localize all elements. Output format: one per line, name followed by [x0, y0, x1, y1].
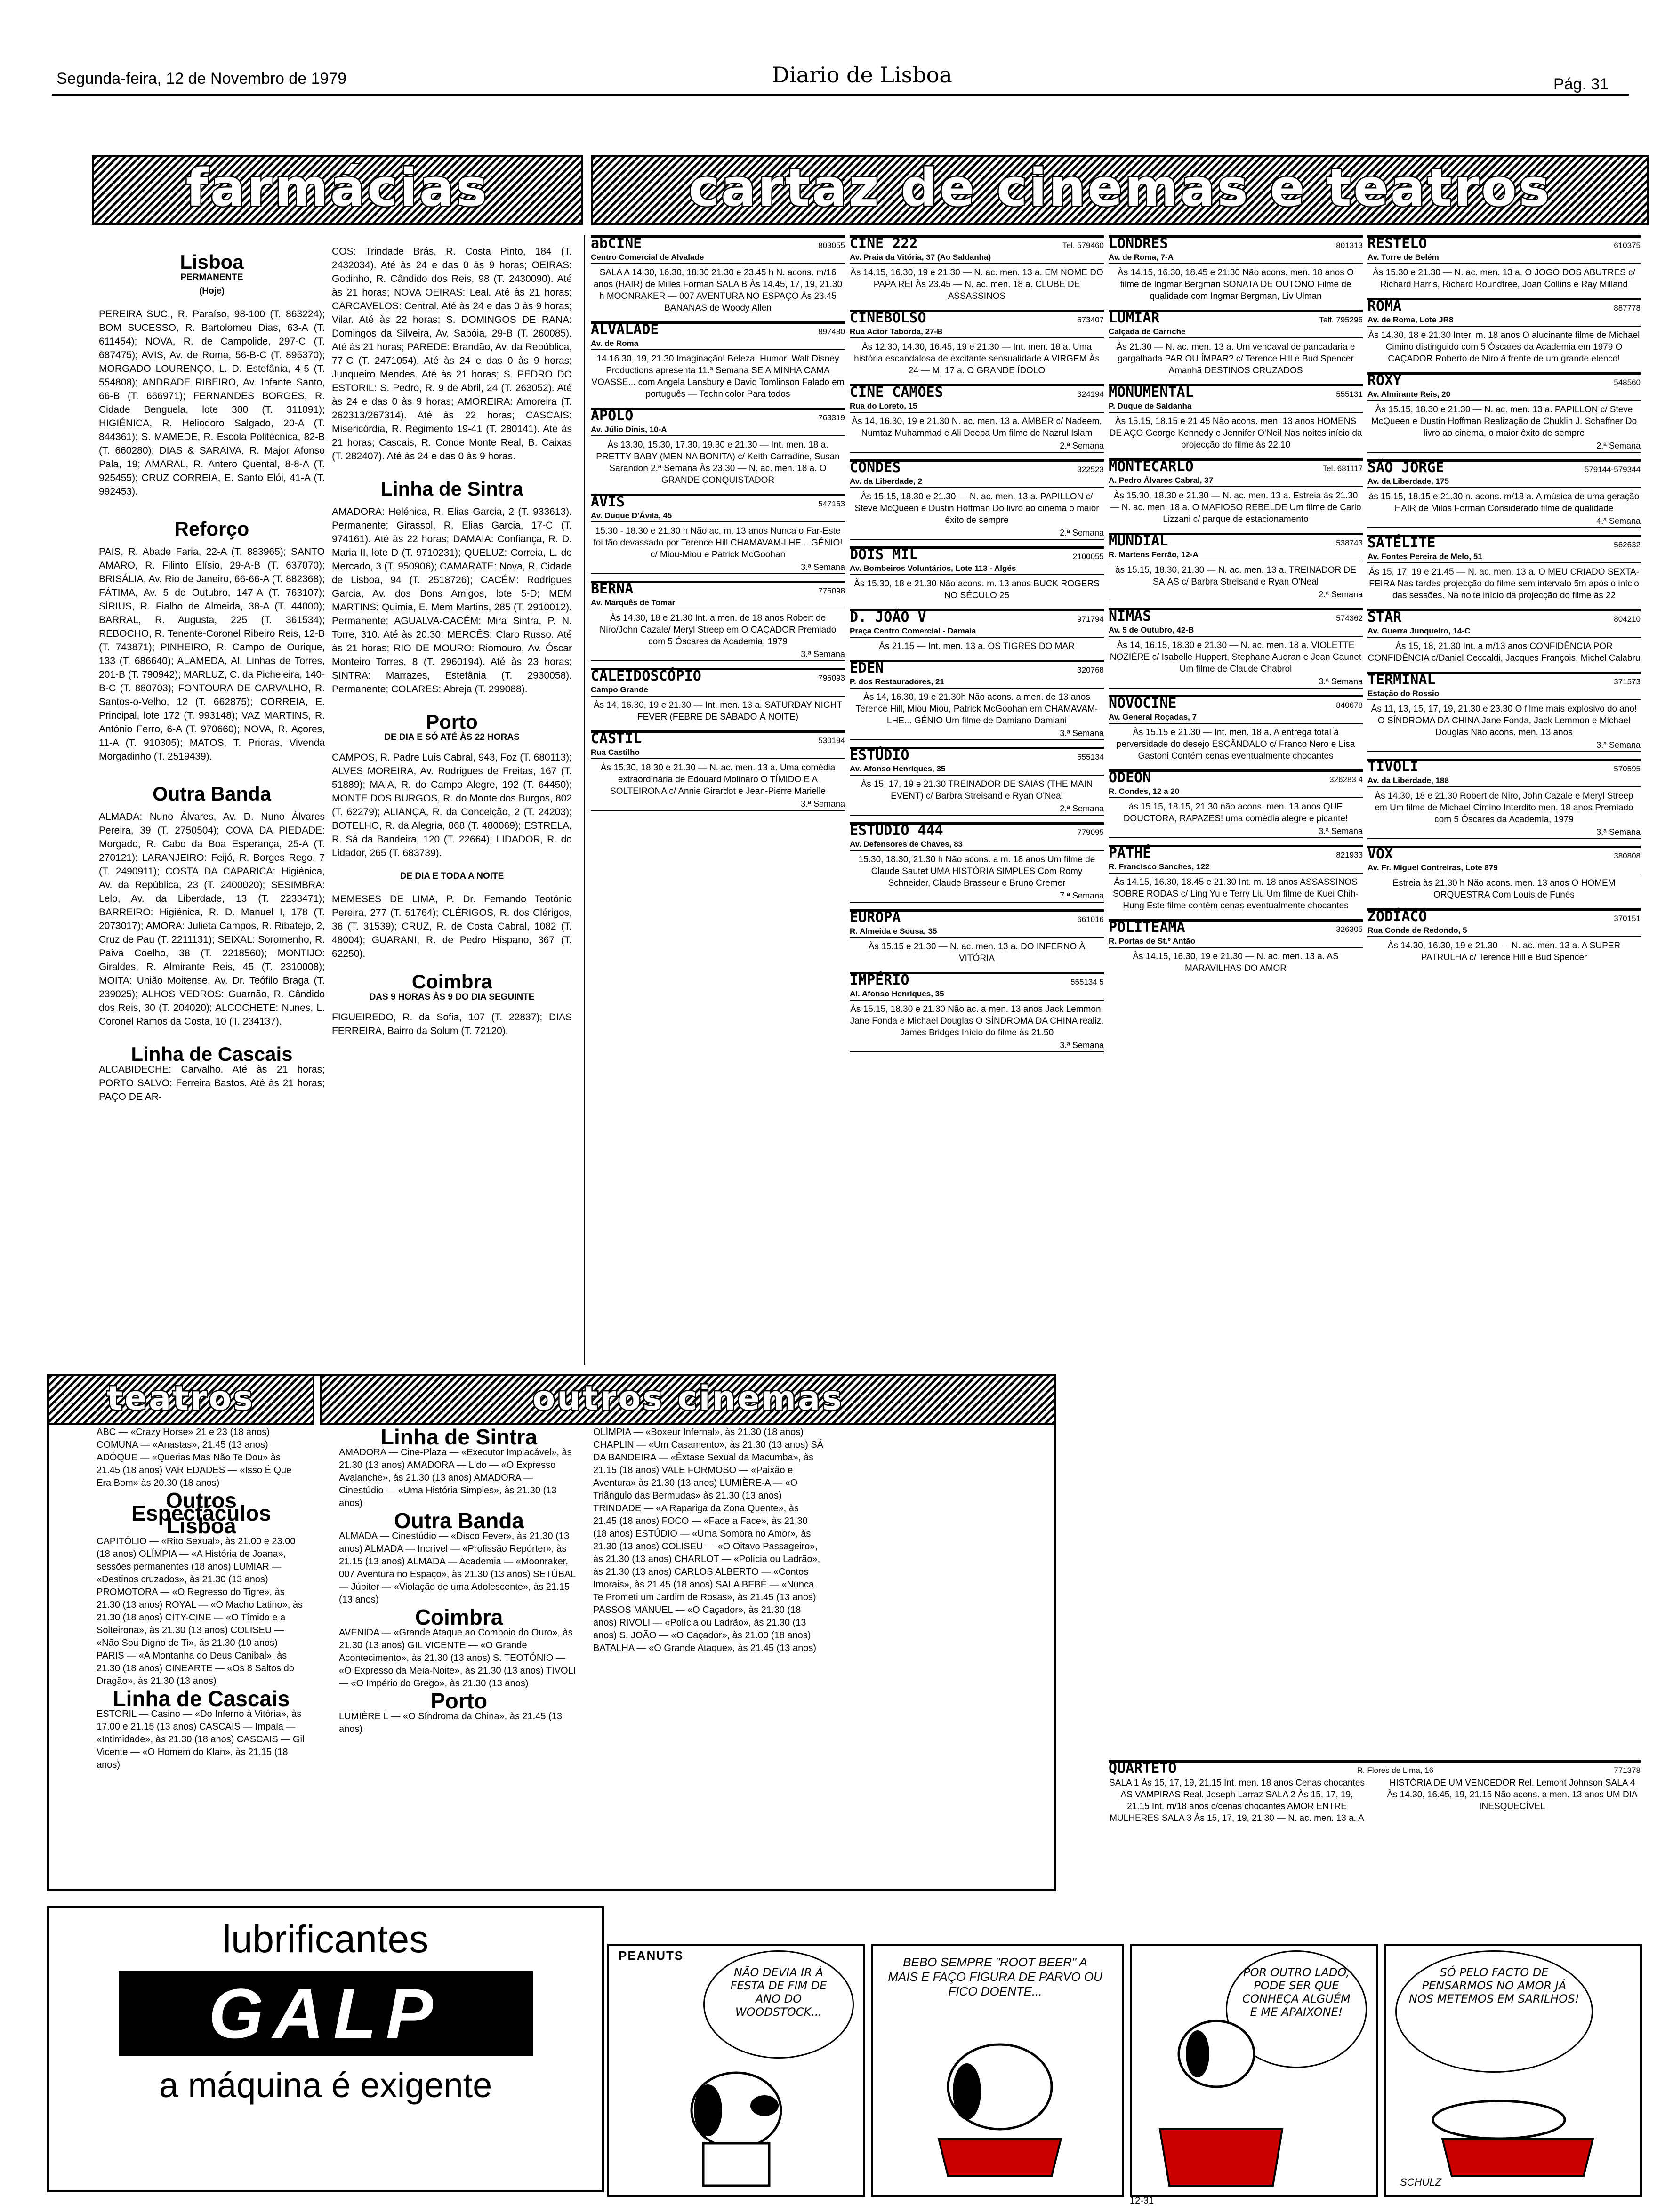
cinema-address: Av. Fr. Miguel Contreiras, Lote 879: [1367, 862, 1641, 874]
cinema-listing: [850, 972, 1104, 1052]
cinema-listing: [850, 384, 1104, 453]
farmacias-reforco-text: PAIS, R. Abade Faria, 22-A (T. 883965); SANTO AMARO, R. Filinto Elísio, 29-A-B (T. 637070); BRISÁLIA, Av. Rio de Janeiro, 66-66-A (T. 882368); FÁTIMA, Av. 5 de Outubro, 147-A (T. 763107); SÍRIUS, R. Fialho de Almeida, 38-A (T. 44000); BARRAL, R. Augusta, 225 (T. 361534); REBOCHO, R. Tenente-Coronel Ribeiro Reis, 12-B (T. 743871); PINHEIRO, R. Campo de Ourique, 133 (T. 686640); ALAMEDA, Al. Linhas de Torres, 201-B (T. 790942); MARLUZ, C. da Picheleira, 140-B-C (T. 880703); FONTOURA DE CARVALHO, R. Santos-o-Velho, 12 (T. 662875); CORREIA, E. Principal, lote 172 (T. 993148); VAZ MARTINS, R. António Ferro, 6-A (T. 970660); NOVA, R. Açores, 11-A (T. 910305); MATOS, T. Prioras, Vivenda Morgadinho (T. 2519439).: [99, 546, 325, 762]
cinema-listing: [1109, 533, 1363, 601]
cinema-address: Av. da Liberdade, 188: [1367, 775, 1641, 787]
cinema-program: Às 14.30, 16.30, 19 e 21.30 — N. ac. men. 13 a. A SUPER PATRULHA c/ Terence Hill e Bud Spencer: [1387, 941, 1621, 962]
cinema-phone: 555134 5: [1070, 978, 1104, 986]
cinema-listing: [1367, 846, 1641, 902]
snoopy-drawing-4: [1414, 2087, 1612, 2181]
cinema-name: TIVOLI: [1367, 759, 1419, 775]
cinema-listing: [591, 408, 845, 487]
cinema-week: 2.ª Semana: [1109, 589, 1363, 601]
cinema-address: Estação do Rossio: [1367, 688, 1641, 700]
comic-panel-4: [1384, 1944, 1642, 2197]
banner-cartaz: [591, 155, 1649, 225]
cinema-name: PATHÉ: [1109, 845, 1151, 861]
cinema-name: TERMINAL: [1367, 672, 1436, 688]
cinema-address: Av. Defensores de Chaves, 83: [850, 838, 1104, 851]
cinema-program: Às 15.15 e 21.30 — N. ac. men. 13 a. DO INFERNO À VITÓRIA: [868, 942, 1086, 963]
galp-ad: [47, 1906, 604, 2192]
cinema-phone: 371573: [1614, 677, 1641, 686]
cinema-program: Às 14, 16.30, 19 e 21.30h Não acons. a men. de 13 anos Terence Hill, Miou Miou, Patrick McGoohan em CHAMAVAM-LHE... GÉNIO Um filme de Damiano Damiani: [855, 692, 1098, 726]
cinema-phone: 324194: [1077, 390, 1104, 399]
cinema-address: Av. Duque D'Ávila, 45: [591, 510, 845, 522]
cinema-phone: 779095: [1077, 828, 1104, 837]
outros-ob-text: ALMADA — Cinestúdio — «Disco Fever», às 21.30 (13 anos) ALMADA — Incrível — «Profissão Repórter», às 21.15 (13 anos) ALMADA — Academia — «Moonraker, 007 Aventura no Espaço», às 21.30 (13 anos) SETÚBAL — Júpiter — «Violação de uma Adolescente», às 21.15 (13 anos): [339, 1531, 576, 1605]
cinema-listing: [591, 668, 845, 724]
farmacias-col-1: [99, 245, 325, 1355]
cinema-name: ALVALADE: [591, 321, 659, 338]
cinema-listing: [1109, 608, 1363, 689]
cinema-listing: [1367, 908, 1641, 964]
page-number: Pág. 31: [1553, 75, 1609, 93]
cinema-name: VOX: [1367, 846, 1393, 862]
cinema-name: POLITEAMA: [1109, 919, 1185, 936]
cinema-listing: [850, 235, 1104, 303]
header-date: Segunda-feira, 12 de Novembro de 1979: [56, 70, 347, 88]
cinema-listing: [850, 660, 1104, 740]
snoopy-drawing-1: [666, 2059, 807, 2190]
cinema-address: Av. General Roçadas, 7: [1109, 711, 1363, 724]
cinema-program: Às 15, 18, 21.30 Int. a m/13 anos CONFIDÊNCIA POR CONFIDÊNCIA c/Daniel Ceccaldi, Jacques François, Michel Calabru: [1367, 641, 1641, 663]
farmacias-reforco-title: Reforço: [174, 518, 249, 540]
cinema-address: Centro Comercial de Alvalade: [591, 251, 845, 264]
cinema-name: ODEON: [1109, 769, 1151, 786]
column-rule: [584, 235, 585, 1365]
cinemas-col-3: [1109, 235, 1363, 1751]
cinema-week: 3.ª Semana: [591, 649, 845, 661]
comic-bubble-3: POR OUTRO LADO, PODE SER QUE CONHEÇA ALGUÉM E ME APAIXONE!: [1226, 1950, 1367, 2068]
cinema-phone: 795093: [818, 673, 845, 682]
cinema-program: Às 14, 16.30, 19 e 21.30 N. ac. men. 13 a. AMBER c/ Nadeem, Numtaz Muhammad e Ali Deeba Um filme de Nazrul Islam: [852, 417, 1102, 438]
cinema-address: Av. de Roma, Lote JR8: [1367, 314, 1641, 327]
cinema-phone: Tel. 681117: [1322, 464, 1363, 473]
cinema-week: 2.ª Semana: [1367, 440, 1641, 453]
farmacias-outra-banda-title: Outra Banda: [152, 783, 272, 805]
farmacias-coimbra-text: FIGUEIREDO, R. da Sofia, 107 (T. 22837); DIAS FERREIRA, Bairro da Solum (T. 72120).: [332, 1012, 572, 1036]
farmacias-cascais-text: ALCABIDECHE: Carvalho. Até às 21 horas; PORTO SALVO: Ferreira Bastos. Até às 21 horas; PAÇO DE AR-: [99, 1064, 325, 1102]
cinema-program: Às 13.30, 15.30, 17.30, 19.30 e 21.30 — Int. men. 18 a. PRETTY BABY (MENINA BONITA) c/ Keith Carradine, Susan Sarandon 2.ª Semana Às 23.30 — N. ac. men. 18 a. O GRANDE CONQUISTADOR: [596, 440, 840, 485]
banner-teatros-text: teatros: [107, 1379, 255, 1418]
cinema-address: Av. de Roma: [591, 337, 845, 350]
cinema-name: CINE 222: [850, 235, 918, 252]
cinema-address: R. Condes, 12 a 20: [1109, 785, 1363, 798]
cinema-listing: [591, 730, 845, 811]
cinema-phone: 548560: [1614, 378, 1641, 387]
cinema-phone: Tel. 579460: [1062, 241, 1104, 250]
cinema-listing: [850, 747, 1104, 816]
banner-outros-text: outros cinemas: [532, 1379, 844, 1418]
cinema-phone: 763319: [818, 413, 845, 422]
cinema-program: 15.30 - 18.30 e 21.30 h Não ac. m. 13 anos Nunca o Far-Este foi tão devassado por Terence Hill CHAMAVAM-LHE... GÉNIO! c/ Miou-Miou e Patrick McGoohan: [593, 526, 843, 560]
cinema-address: Rua do Loreto, 15: [850, 400, 1104, 413]
cinema-week: 4.ª Semana: [1367, 515, 1641, 528]
cinema-listing: [850, 459, 1104, 540]
cinema-phone: 574362: [1336, 614, 1363, 623]
cinema-week: 3.ª Semana: [591, 561, 845, 574]
cinema-program: Às 11, 13, 15, 17, 19, 21.30 e 23.30 O filme mais explosivo do ano! O SÍNDROMA DA CHINA Jane Fonda, Jack Lemmon e Michael Douglas Não acons. men. 13 anos: [1371, 704, 1637, 737]
cinema-name: APOLO: [591, 408, 634, 424]
cinema-week: 3.ª Semana: [1367, 826, 1641, 839]
cinema-address: R. Martens Ferrão, 12-A: [1109, 549, 1363, 561]
comic-bubble-2: BEBO SEMPRE "ROOT BEER" A MAIS E FAÇO FIGURA DE PARVO OU FICO DOENTE...: [888, 1955, 1102, 1998]
cinema-listing: [1109, 310, 1363, 377]
cinema-program: Às 14.30, 18 e 21.30 Inter. m. 18 anos O alucinante filme de Michael Cimino distinguido com 5 Óscares da Academia em 1979 O CAÇADOR Roberto de Niro à frente de um grande elenco!: [1368, 330, 1640, 364]
cinema-program: Às 14, 16.30, 19 e 21.30 — Int. men. 13 a. SATURDAY NIGHT FEVER (FEBRE DE SÁBADO À NOITE): [593, 700, 843, 722]
galp-ad-bottom: a máquina é exigente: [159, 2066, 492, 2105]
cinema-address: Av. Marquês de Tomar: [591, 597, 845, 609]
cinema-name: RESTELO: [1367, 235, 1427, 252]
outros-col2-text: OLÍMPIA — «Boxeur Infernal», às 21.30 (18 anos) CHAPLIN — «Um Casamento», às 21.30 (13 anos) SÁ DA BANDEIRA — «Êxtase Sexual da Macumba», às 21.15 (18 anos) VALE FORMOSO — «Paixão e Aventura» às 21.30 (13 anos) LUMIÈRE-A — «O Triângulo das Bermudas» às 21.30 (13 anos) TRINDADE — «A Rapariga da Zona Quente», às 21.45 (18 anos) FOCO — «Face a Face», às 21.30 (18 anos) ESTÚDIO — «Uma Sombra no Amor», às 21.30 (13 anos) COLISEU — «O Oitavo Passageiro», às 21.30 (13 anos) CHARLOT — «Polícia ou Ladrão», às 21.30 (13 anos) CARLOS ALBERTO — «Contos Imorais», às 21.45 (18 anos) SALA BEBÉ — «Nunca Te Prometi um Jardim de Rosas», às 21.45 (13 anos) PASSOS MANUEL — «O Caçador», às 21.30 (18 anos) RIVOLI — «Polícia ou Ladrão», às 21.30 (13 anos) S. JOÃO — «O Caçador», às 21.00 (18 anos) BATALHA — «O Grande Ataque», às 21.45 (13 anos): [593, 1427, 824, 1653]
cinema-phone: 322523: [1077, 465, 1104, 474]
cinema-week: 3.ª Semana: [1109, 676, 1363, 689]
teatros-title3: Linha de Cascais: [113, 1686, 290, 1711]
cinema-week: 2.ª Semana: [850, 440, 1104, 453]
cinema-program: Às 14.15, 16.30, 19 e 21.30 — N. ac. men. 13 a. AS MARAVILHAS DO AMOR: [1133, 952, 1339, 973]
cinema-name: NIMAS: [1109, 608, 1151, 625]
farmacias-sintra-title: Linha de Sintra: [380, 478, 523, 500]
cinema-address: Av. Almirante Reis, 20: [1367, 388, 1641, 401]
cinema-address: Calçada de Carriche: [1109, 326, 1363, 338]
cinema-program: Às 21.15 — Int. men. 13 a. OS TIGRES DO MAR: [879, 641, 1075, 651]
cinema-name: SÃO JORGE: [1367, 459, 1444, 476]
cinema-week: 2.ª Semana: [850, 527, 1104, 540]
outros-sintra-text: AMADORA — Cine-Plaza — «Executor Implacável», às 21.30 (13 anos) AMADORA — Lido — «O Expresso Avalanche», às 21.30 (13 anos) AMADORA — Cinestúdio — «Uma História Simples», às 21.30 (13 anos): [339, 1447, 572, 1508]
cinema-address: Av. Guerra Junqueiro, 14-C: [1367, 625, 1641, 638]
farmacias-lisboa-sub2: (Hoje): [199, 286, 225, 296]
snoopy-drawing-2: [910, 2030, 1089, 2186]
cinema-name: MONTECARLO: [1109, 458, 1194, 475]
cinema-address: Al. Afonso Henriques, 35: [850, 988, 1104, 1001]
cinema-address: R. Portas de St.º Antão: [1109, 935, 1363, 948]
cinema-listing: [850, 909, 1104, 965]
cinema-address: Praça Centro Comercial - Damaia: [850, 625, 1104, 638]
teatros-text3: ESTORIL — Casino — «Do Inferno à Vitória», às 17.00 e 21.15 (13 anos) CASCAIS — Impala — «Intimidade», às 21.30 (18 anos) CASCAIS — Gil Vicente — «O Homem do Klan», às 21.15 (18 anos): [97, 1709, 305, 1770]
cinema-phone: 887778: [1614, 304, 1641, 313]
cinema-quarteto-addr: R. Flores de Lima, 16: [1357, 1766, 1434, 1775]
cinema-name: AVIS: [591, 494, 625, 510]
cinema-phone: 2100055: [1072, 552, 1104, 561]
outros-ob-title: Outra Banda: [394, 1508, 524, 1533]
cinema-address: Av. Torre de Belém: [1367, 251, 1641, 264]
cinema-listing: [1109, 845, 1363, 913]
cinema-name: CINEBOLSO: [850, 310, 926, 326]
cinema-listing: [591, 235, 845, 315]
cinema-program: Às 15.15, 18.30 e 21.30 Não ac. a men. 13 anos Jack Lemmon, Jane Fonda e Michael Douglas O SÍNDROMA DA CHINA realiz. James Bridges Início do filme às 21.50: [850, 1004, 1104, 1038]
cinema-program: Às 15.15, 18.30 e 21.30 — N. ac. men. 13 a. PAPILLON c/ Steve McQueen e Dustin Hoffman Do livro ao cinema o maior êxito de sempre: [854, 492, 1099, 525]
cinema-program: Às 15.30, 18.30 e 21.30 — N. ac. men. 13 a. Estreia às 21.30 — N. ac. men. 18 a. O MAFIOSO REBELDE Um filme de Carlo Lizzani c/ parque de estacionamento: [1110, 491, 1361, 524]
cinema-name: DOIS MIL: [850, 546, 918, 563]
cinema-program: Às 15.30, 18.30 e 21.30 — N. ac. men. 13 a. Uma comédia extraordinária de Edouard Molinaro O TÍMIDO E A SOLTEIRONA c/ Annie Girardot e Jean-Pierre Marielle: [600, 763, 836, 796]
cinema-program: Às 15, 17, 19 e 21.30 TREINADOR DE SAIAS (THE MAIN EVENT) c/ Barbra Streisand e Ryan O'Neal: [861, 779, 1093, 801]
cinema-name: MUNDIAL: [1109, 533, 1168, 549]
cinema-address: Av. Praia da Vitória, 37 (Ao Saldanha): [850, 251, 1104, 264]
comic-bubble-4: SÓ PELO FACTO DE PENSARMOS NO AMOR JÁ NOS METEMOS EM SARILHOS!: [1395, 1950, 1593, 2073]
cinema-quarteto-tel: 771378: [1614, 1766, 1641, 1775]
cinema-phone: 320768: [1077, 665, 1104, 674]
cinema-address: Rua Actor Taborda, 27-B: [850, 326, 1104, 338]
cinema-listing: [1367, 759, 1641, 839]
teatros-title2: Outros Espectáculos Lisboa: [131, 1488, 271, 1538]
cinema-name: abCINE: [591, 235, 642, 252]
cinema-listing: [1109, 458, 1363, 526]
cinema-name: CINE CAMÕES: [850, 384, 943, 401]
cinema-program: Às 15, 17, 19 e 21.45 — N. ac. men. 13 a. O MEU CRIADO SEXTA-FEIRA Nas tardes projecção do filme sem intervalo 5m após o início das sessões. Na noite início da projecção do filme às 22: [1368, 567, 1640, 601]
comic-bubble-1: NÃO DEVIA IR À FESTA DE FIM DE ANO DO WOODSTOCK...: [703, 1950, 854, 2059]
comic-panel-3: [1130, 1944, 1378, 2197]
cinema-listing: [1367, 298, 1641, 366]
cinema-program: Às 14.30, 18 e 21.30 Robert de Niro, John Cazale e Meryl Streep em Um filme de Michael Cimino Interdito men. 18 anos Premiado com 5 Óscares da Academia, 1979: [1375, 791, 1633, 825]
cinema-week: 3.ª Semana: [1367, 739, 1641, 752]
cinema-program: Às 14.30, 18 e 21.30 Int. a men. de 18 anos Robert de Niro/John Cazale/ Meryl Streep em O CAÇADOR Premiado com 5 Óscares da Academia, 1979: [599, 613, 837, 647]
farmacias-lisboa-text: PEREIRA SUC., R. Paraíso, 98-100 (T. 863224); BOM SUCESSO, R. Bartolomeu Dias, 63-A (T. 611454); NOVA, R. de Campolide, 297-C (T. 687475); AVIS, Av. de Roma, 56-B-C (T. 895370); MORGADO LOURENÇO, L. D. Estefânia, 4-5 (T. 554808); ANDRADE RIBEIRO, Av. Infante Santo, 66-B (T. 666971); FERNANDES BORGES, R. Cidade Benguela, lote 300 (T. 311091); HIGIÉNICA, R. Heliodoro Salgado, 20-A (T. 844361); S. MAMEDE, R. Escola Politécnica, 82-B (T. 660280); DIAS & SARAIVA, R. Major Afonso Pala, 19; AMARAL, R. Antero Quental, 8-8-A (T. 925455); CRUZ CORREIA, E. Santo Elói, 41-A (T. 992453).: [99, 309, 325, 497]
outros-porto-title: Porto: [430, 1689, 488, 1713]
farmacias-lisboa-sub1: PERMANENTE: [180, 272, 243, 282]
cinema-name: CALEIDOSCÓPIO: [591, 668, 701, 684]
cinema-phone: 555134: [1077, 753, 1104, 761]
cinema-name: SATÉLITE: [1367, 535, 1436, 551]
banner-teatros: [47, 1374, 314, 1425]
cinema-phone: 326283 4: [1329, 775, 1363, 784]
newspaper-title: Diario de Lisboa: [772, 62, 952, 88]
cinema-program: às 15.15, 18.15, 21.30 não acons. men. 13 anos QUE DOUCTORA, RAPAZES! uma comédia alegre e picante!: [1123, 802, 1348, 824]
header-rule: [52, 94, 1629, 96]
teatros-col: [97, 1426, 306, 1883]
cinema-name: D. JOÃO V: [850, 609, 926, 625]
cinema-week: 2.ª Semana: [850, 803, 1104, 816]
cinema-week: 7.ª Semana: [850, 890, 1104, 903]
cinema-name: ESTÚDIO: [850, 747, 909, 763]
cinema-phone: 538743: [1336, 538, 1363, 547]
cinema-address: A. Pedro Álvares Cabral, 37: [1109, 474, 1363, 487]
cinema-address: P. Duque de Saldanha: [1109, 400, 1363, 413]
cinema-program: 15.30, 18.30, 21.30 h Não acons. a m. 18 anos Um filme de Claude Sautet UMA HISTÓRIA SIMPLES Com Romy Schneider, Claude Brasseur e Bruno Cremer: [858, 855, 1095, 888]
cinema-listing: [591, 494, 845, 574]
teatros-text2: CAPITÓLIO — «Rito Sexual», às 21.00 e 23.00 (18 anos) OLÍMPIA — «A História de Joana», sessões permanentes (18 anos) LUMIAR — «Destinos cruzados», às 21.30 (13 anos) PROMOTORA — «O Regresso do Tigre», às 21.30 (13 anos) ROYAL — «O Macho Latino», às 21.30 (18 anos) CITY-CINE — «O Tímido e a Solteirona», às 21.30 (13 anos) COLISEU — «Não Sou Digno de Ti», às 21.30 (10 anos) PARIS — «A Montanha do Deus Canibal», às 21.30 (18 anos) CINEARTE — «Os 8 Saltos do Dragão», às 21.30 (13 anos): [97, 1536, 303, 1686]
cinema-listing: [1109, 384, 1363, 452]
cinema-name: IMPÉRIO: [850, 972, 909, 988]
cinema-phone: 971794: [1077, 615, 1104, 624]
cinema-address: Av. Fontes Pereira de Melo, 51: [1367, 551, 1641, 563]
cinema-name: ROXY: [1367, 372, 1402, 389]
cinema-program: Às 15.15, 18.15 e 21.45 Não acons. men. 13 anos HOMENS DE AÇO George Kennedy e Jennifer O'Neil Nas noites início da projecção do filme às 22.10: [1109, 417, 1362, 450]
cinema-phone: 555131: [1336, 390, 1363, 399]
cinema-phone: 326305: [1336, 925, 1363, 934]
cinema-program: Às 12.30, 14.30, 16.45, 19 e 21.30 — Int. men. 18 a. Uma história escandalosa de excitante sensualidade A VIRGEM Às 24 — M. 17 a. O GRANDE ÍDOLO: [854, 342, 1100, 376]
cinema-address: Av. Afonso Henriques, 35: [850, 763, 1104, 776]
cinema-week: 3.ª Semana: [850, 728, 1104, 740]
cinema-listing: [850, 546, 1104, 602]
cinema-phone: 570595: [1614, 764, 1641, 773]
cinema-phone: 547163: [818, 499, 845, 508]
cinema-program: Às 15.15 e 21.30 — Int. men. 18 a. A entrega total à perversidade do desejo ESCÂNDALO c/ Franco Nero e Lisa Gastoni Contém cenas eventualmente chocantes: [1116, 728, 1355, 761]
outros-cinemas-col-1: [339, 1426, 579, 1883]
farmacias-cascais-title: Linha de Cascais: [131, 1043, 293, 1065]
cinema-phone: 579144-579344: [1584, 465, 1641, 474]
cinema-listing: [1109, 769, 1363, 838]
cinema-address: Rua Conde de Redondo, 5: [1367, 924, 1641, 937]
farmacias-lisboa-title: Lisboa: [180, 251, 244, 273]
cinema-phone: 897480: [818, 327, 845, 336]
cinemas-col-4: [1367, 235, 1641, 1751]
cinema-address: Av. Júlio Dinis, 10-A: [591, 424, 845, 436]
farmacias-col2-top-text: COS: Trindade Brás, R. Costa Pinto, 184 (T. 2432034). Até às 24 e das 0 às 9 horas; OEIRAS: Godinho, R. Cândido dos Reis, 98 (T. 2430090). Até às 21 horas; NOVA OEIRAS: Leal. Até às 21 horas; CARCAVELOS: Central. Até às 24 e das 0 às 9 horas; Vilar. Até às 22 horas; S. DOMINGOS DE RANA: Domingos da Silveira, Av. Sabóia, 29-B (T. 260085). Até às 21 horas; PAREDE: Brandão, Av. da República, 77-C (T. 2471054). Até às 24 e das 0 às 9 horas; Junqueiro Mendes. Até às 21 horas; S. PEDRO DO ESTORIL: S. Pedro, R. 9 de Abril, 24 (T. 263052). Até às 24 e das 0 às 9 horas; AMOREIRA: Amoreira (T. 262313/267314). Até às 22 horas; CASCAIS: Misericórdia, R. Regimento 19-41 (T. 280141). Até às 21 horas; Cascais, R. Conde Monte Real, B. Caixas (T. 282407). Até às 24 e das 0 às 9 horas.: [332, 246, 572, 462]
cinema-phone: 801313: [1336, 241, 1363, 250]
cinema-listing: [1367, 672, 1641, 752]
cinema-listing: [1367, 459, 1641, 528]
cinema-name: ZODÍACO: [1367, 908, 1427, 925]
cinema-quarteto-name: QUARTETO: [1109, 1760, 1177, 1777]
cinema-quarteto-body: SALA 1 Às 15, 17, 19, 21.15 Int. men. 18 anos Cenas chocantes AS VAMPIRAS Real. Joseph Larraz SALA 2 Às 15, 17, 19, 21.15 Int. m/18 anos c/cenas chocantes AMOR ENTRE MULHERES SALA 3 Às 15, 17, 19, 21.30 — N. ac. men. 13 a. A HISTÓRIA DE UM VENCEDOR Rel. Lemont Johnson SALA 4 Às 14.30, 16.45, 19, 21.15 Não acons. a men. 13 anos UM DIA INESQUECÍVEL: [1109, 1778, 1638, 1823]
cinema-phone: 573407: [1077, 315, 1104, 324]
cinema-name: STAR: [1367, 609, 1402, 625]
comic-date: 12-31: [1130, 2196, 1154, 2206]
cinema-address: Av. Bombeiros Voluntários, Lote 113 - Algés: [850, 562, 1104, 575]
cinema-program: 14.16.30, 19, 21.30 Imaginação! Beleza! Humor! Walt Disney Productions apresenta 11.ª Semana SE A MINHA CAMA VOASSE... com Angela Lansbury e David Tomlinson Falado em português — Technicolor Para todos: [591, 354, 845, 399]
cinema-address: P. dos Restauradores, 21: [850, 676, 1104, 689]
cinema-week: 3.ª Semana: [1109, 825, 1363, 838]
outros-coimbra-title: Coimbra: [415, 1605, 503, 1629]
cinema-address: R. Francisco Sanches, 122: [1109, 861, 1363, 874]
cinema-phone: 803055: [818, 241, 845, 250]
cinema-quarteto: [1109, 1760, 1641, 1937]
cinema-phone: Telf. 795296: [1319, 315, 1363, 324]
banner-farmacias: [92, 155, 583, 225]
cinema-listing: [1367, 609, 1641, 665]
cinema-name: EDEN: [850, 660, 884, 676]
cinema-listing: [591, 321, 845, 401]
cinema-program: Às 14.15, 16.30, 18.45 e 21.30 Não acons. men. 18 anos O filme de Ingmar Bergman SONATA DE OUTONO Filme de qualidade com Ingmar Bergman, Liv Ulman: [1118, 268, 1354, 301]
cinema-name: MONUMENTAL: [1109, 384, 1194, 401]
cinema-address: Av. 5 de Outubro, 42-B: [1109, 624, 1363, 637]
cinema-phone: 380808: [1614, 851, 1641, 860]
cinema-phone: 370151: [1614, 914, 1641, 923]
cinema-phone: 840678: [1336, 701, 1363, 710]
farmacias-porto-title: Porto: [426, 711, 478, 733]
cinema-name: CONDES: [850, 459, 901, 476]
outros-coimbra-text: AVENIDA — «Grande Ataque ao Comboio do Ouro», às 21.30 (13 anos) GIL VICENTE — «O Grande Acontecimento», às 21.30 (13 anos) S. TEOTÓNIO — «O Expresso da Meia-Noite», às 21.30 (13 anos) TIVOLI — «O Império do Grego», às 21.30 (13 anos): [339, 1627, 576, 1689]
banner-farmacias-text: farmácias: [185, 158, 489, 218]
galp-ad-top: lubrificantes: [222, 1918, 429, 1961]
farmacias-coimbra-sub: DAS 9 HORAS ÀS 9 DO DIA SEGUINTE: [369, 992, 535, 1002]
farmacias-sintra-text: AMADORA: Helénica, R. Elias Garcia, 2 (T. 933613). Permanente; Girassol, R. Elias Garcia, 17-C (T. 974161). Até às 22 horas; DAMAIA: Confiança, R. D. Maria II, lote D (T. 9710231); QUELUZ: Correia, L. do Mercado, 3 (T. 950906); CAMARATE: Nova, R. Cidade de Lisboa, 94 (T. 2518726); CACÉM: Rodrigues Garcia, Av. dos Bons Amigos, lote 5-D; MEM MARTINS: Quimia, E. Mem Martins, 285 (T. 2910012). Permanente; AGUALVA-CACÉM: Mira Sintra, P. N. Torre, 310. Até às 20.30; MERCÊS: Claro Russo. Até às 21 horas; RIO DE MOURO: Riomouro, Av. Óscar Monteiro Torres, 8 (T. 2960194). Até às 23 horas; SINTRA: Marrazes, Estefânia (T. 2930058). Permanente; COLARES: Abreja (T. 299088).: [332, 506, 572, 695]
cinema-listing: [850, 822, 1104, 903]
cinema-program: Às 21.30 — N. ac. men. 13 a. Um vendaval de pancadaria e gargalhada PAR OU ÍMPAR? c/ Terence Hill e Bud Spencer Amanhã DESTINOS CRUZADOS: [1116, 342, 1355, 376]
cinema-name: LUMIAR: [1109, 310, 1160, 326]
cinema-address: Av. da Liberdade, 175: [1367, 475, 1641, 488]
cinema-name: CASTIL: [591, 730, 642, 747]
farmacias-porto-sub1: DE DIA E SÓ ATÉ ÀS 22 HORAS: [384, 732, 520, 742]
cinema-program: Às 15.30, 18 e 21.30 Não acons. m. 13 anos BUCK ROGERS NO SÉCULO 25: [854, 579, 1100, 601]
cinema-name: LONDRES: [1109, 235, 1168, 252]
cinema-week: 3.ª Semana: [850, 1040, 1104, 1052]
cinema-phone: 610375: [1614, 241, 1641, 250]
cinema-name: BERNA: [591, 581, 634, 597]
farmacias-porto-text2: MEMESES DE LIMA, P. Dr. Fernando Teotónio Pereira, 277 (T. 51764); CLÉRIGOS, R. dos Clérigos, 36 (T. 31539); CRUZ, R. de Costa Cabral, 1082 (T. 48004); GUARANI, R. de Pedro Hispano, 367 (T. 62250).: [332, 894, 572, 959]
comic-title: PEANUTS: [619, 1948, 684, 1963]
farmacias-col-2: [332, 245, 572, 1355]
cinema-phone: 661016: [1077, 915, 1104, 924]
cinema-phone: 562632: [1614, 540, 1641, 549]
cinema-address: Rua Castilho: [591, 746, 845, 759]
cinema-listing: [1367, 372, 1641, 453]
cinema-program: às 15.15, 18.30, 21.30 — N. ac. men. 13 a. TREINADOR DE SAIAS c/ Barbra Streisand e Ryan O'Neal: [1115, 565, 1356, 587]
cinema-listing: [1109, 695, 1363, 763]
cinema-name: ESTÚDIO 444: [850, 822, 943, 839]
outros-porto-text: LUMIÈRE L — «O Síndroma da China», às 21.45 (13 anos): [339, 1711, 562, 1734]
cinema-listing: [1109, 235, 1363, 303]
outros-sintra-title: Linha de Sintra: [380, 1426, 538, 1449]
outros-cinemas-col-2: [593, 1426, 824, 1883]
cinema-phone: 776098: [818, 586, 845, 595]
snoopy-drawing-3: [1146, 2012, 1301, 2190]
cinema-name: ROMA: [1367, 298, 1402, 314]
banner-outros-cinemas: [320, 1374, 1056, 1425]
cinema-program: Estreia às 21.30 h Não acons. men. 13 anos O HOMEM ORQUESTRA Com Louis de Funès: [1392, 878, 1616, 900]
teatros-text1: ABC — «Crazy Horse» 21 e 23 (18 anos) COMUNA — «Anastas», 21.45 (13 anos) ADÓQUE — «Querias Mas Não Te Dou» às 21.45 (18 anos) VARIEDADES — «Isso É Que Era Bom» às 20.30 (18 anos): [97, 1427, 292, 1488]
cinema-listing: [850, 310, 1104, 377]
cinema-program: Às 15.15, 18.30 e 21.30 — N. ac. men. 13 a. PAPILLON c/ Steve McQueen e Dustin Hoffman Realização de Chuklin J. Schaffner Do livro ao cinema, o maior êxito de sempre: [1371, 405, 1637, 438]
cinema-phone: 821933: [1336, 850, 1363, 859]
cinema-listing: [591, 581, 845, 661]
comic-panel-2: [871, 1944, 1124, 2197]
cinema-program: SALA A 14.30, 16.30, 18.30 21.30 e 23.45 h N. acons. m/16 anos (HAIR) de Milles Forman SALA B Às 14.45, 17, 19, 21.30 h MOONRAKER — 007 AVENTURA NO ESPAÇO Às 23.45 BANANAS de Woody Allen: [593, 268, 843, 313]
cinema-name: NOVOCINE: [1109, 695, 1177, 712]
cinema-program: Às 14, 16.15, 18.30 e 21.30 — N. ac. men. 18 a. VIOLETTE NOZIÈRE c/ Isabelle Huppert, Stephane Audran e Jean Caunet Um filme de Claude Chabrol: [1110, 641, 1362, 674]
cinema-listing: [1367, 235, 1641, 291]
cinema-program: Às 14.15, 16.30, 19 e 21.30 — N. ac. men. 13 a. EM NOME DO PAPA REI Às 23.45 — N. ac. men. 18 a. CLUBE DE ASSASSINOS: [850, 268, 1103, 301]
cinema-phone: 804210: [1614, 615, 1641, 624]
farmacias-coimbra-title: Coimbra: [411, 970, 492, 993]
cinema-program: Às 15.30 e 21.30 — N. ac. men. 13 a. O JOGO DOS ABUTRES c/ Richard Harris, Richard Roundtree, Joan Collins e Ray Milland: [1373, 268, 1635, 289]
galp-logo: GALP: [119, 1971, 533, 2056]
cinema-name: EUROPA: [850, 909, 901, 926]
cinema-listing: [1367, 535, 1641, 602]
cinema-week: 3.ª Semana: [591, 798, 845, 811]
cinema-program: às 15.15, 18.15 e 21.30 n. acons. m/18 a. A música de uma geração HAIR de Milos Forman Considerado filme de qualidade: [1368, 492, 1640, 513]
banner-cartaz-text: cartaz de cinemas e teatros: [688, 158, 1552, 218]
cinema-address: Av. da Liberdade, 2: [850, 475, 1104, 488]
cinema-phone: 530194: [818, 736, 845, 745]
farmacias-porto-text1: CAMPOS, R. Padre Luís Cabral, 943, Foz (T. 680113); ALVES MOREIRA, Av. Rodrigues de Freitas, 167 (T. 51889); MAIA, R. do Campo Alegre, 192 (T. 64450); MONTE DOS BURGOS, R. do Monte dos Burgos, 802 (T. 62279); ALIANÇA, R. da Conceição, 2 (T. 24203); BOTELHO, R. da Alegria, 868 (T. 480069); ESTRELA, R. Sá da Bandeira, 120 (T. 22664); LIDADOR, R. do Lidador, 265 (T. 683739).: [332, 752, 572, 858]
comic-panel-1: [607, 1944, 865, 2197]
farmacias-outra-banda-text: ALMADA: Nuno Álvares, Av. D. Nuno Álvares Pereira, 39 (T. 2750504); COVA DA PIEDADE: Morgado, R. Cabo da Boa Esperança, 25-A (T. 270121); LARANJEIRO: Feijó, R. Borges Rego, 7 (T. 2490911); COSTA DA CAPARICA: Higiénica, Av. da República, 23 (T. 2400020); SESIMBRA: Lelo, Av. da Liberdade, 13 (T. 2233471); BARREIRO: Higiénica, R. D. Manuel I, 178 (T. 2073017); AMORA: Julieta Campos, R. Ribatejo, 2, Cruz de Pau (T. 2211131); SEIXAL: Soromenho, R. Paiva Coelho, 38 (T. 2218560); MONTIJO: Giraldes, R. Almirante Reis, 45 (T. 2310008); MOITA: União Moitense, Av. Dr. Teófilo Braga (T. 239025); ALHOS VEDROS: Guarnão, R. Cândido dos Reis, 30 (T. 204020); ALCOCHETE: Nunes, L. Coronel Ramos da Costa, 10 (T. 234137).: [99, 811, 325, 1027]
cinema-address: R. Almeida e Sousa, 35: [850, 925, 1104, 938]
comic-signature: SCHULZ: [1400, 2176, 1442, 2188]
cinema-listing: [1109, 919, 1363, 975]
cinema-address: Av. de Roma, 7-A: [1109, 251, 1363, 264]
cinema-address: Campo Grande: [591, 684, 845, 697]
cinema-listing: [850, 609, 1104, 653]
farmacias-porto-sub2: DE DIA E TODA A NOITE: [400, 871, 504, 881]
cinema-program: Às 14.15, 16.30, 18.45 e 21.30 Int. m. 18 anos ASSASSINOS SOBRE RODAS c/ Ling Yu e Terry Liu Um filme de Kuei Chih-Hung Este filme contém cenas eventualmente chocantes: [1112, 877, 1359, 911]
